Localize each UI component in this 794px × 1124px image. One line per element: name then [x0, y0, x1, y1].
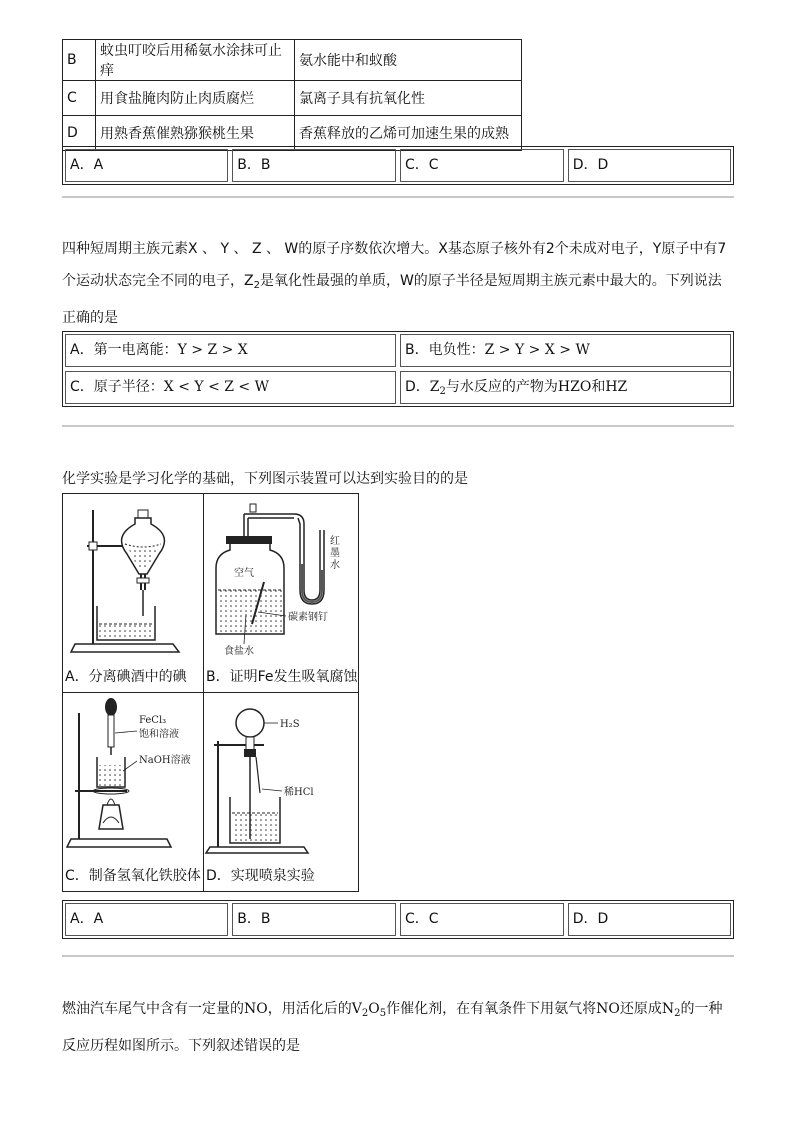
option-a[interactable]: A．第一电离能：Y > Z > X — [65, 334, 396, 367]
prev-question-table — [62, 39, 522, 151]
table-row — [63, 40, 522, 81]
figure-caption: B．证明Fe发生吸氧腐蚀 — [206, 669, 358, 685]
option-b[interactable]: B．B — [232, 903, 396, 936]
figure-b — [204, 494, 359, 693]
option-d[interactable]: D．D — [568, 903, 731, 936]
label-red-ink-3: 水 — [330, 560, 340, 571]
row-practice: 用熟香蕉催熟猕猴桃生果 — [96, 116, 295, 151]
prev-question-options — [62, 146, 734, 185]
figure-caption: A．分离碘酒中的碘 — [65, 669, 187, 685]
row-letter: D — [63, 116, 96, 151]
label-saturated-solution: 饱和溶液 — [139, 729, 179, 740]
experiment-question-stem: 化学实验是学习化学的基础，下列图示装置可以达到实验目的的是 — [62, 471, 468, 487]
row-reason: 香蕉释放的乙烯可加速生果的成熟 — [295, 116, 522, 151]
figure-c — [63, 693, 204, 892]
experiment-figure-grid — [62, 493, 359, 892]
divider — [62, 955, 734, 957]
figure-caption: C．制备氢氧化铁胶体 — [65, 868, 201, 884]
divider — [62, 425, 734, 427]
separatory-funnel-apparatus — [63, 494, 203, 662]
table-row — [63, 81, 522, 116]
stem-line: 反应历程如图所示。下列叙述错误的是 — [62, 1038, 300, 1054]
stem-line: 正确的是 — [62, 310, 118, 326]
stem-line: 燃油汽车尾气中含有一定量的NO，用活化后的$V_2O_5$作催化剂，在有氧条件下用氨气将NO还原成$N_2$的一种 — [62, 1001, 723, 1019]
stem-line: 个运动状态完全不同的电子，$Z_2$是氧化性最强的单质，W的原子半径是短周期主族元素中最大的。下列说法 — [62, 273, 722, 291]
row-letter: B — [63, 40, 96, 81]
option-b[interactable]: B．B — [232, 149, 396, 182]
option-d[interactable]: D．$Z_2$与水反应的产物为HZO和HZ — [400, 371, 731, 404]
option-c[interactable]: C．C — [400, 149, 564, 182]
elements-question-stem — [62, 233, 734, 334]
option-c[interactable]: C．原子半径：X < Y < Z < W — [65, 371, 396, 404]
label-dilute-hcl: 稀HCl — [284, 787, 314, 798]
label-red-ink-2: 墨 — [330, 548, 340, 559]
row-letter: C — [63, 81, 96, 116]
row-practice: 用食盐腌肉防止肉质腐烂 — [96, 81, 295, 116]
oxygen-corrosion-apparatus — [204, 494, 356, 662]
experiment-question-options — [62, 900, 734, 939]
option-d[interactable]: D．D — [568, 149, 731, 182]
divider — [62, 196, 734, 198]
label-steel-nail: 碳素钢钉 — [288, 612, 328, 623]
row-practice: 蚊虫叮咬后用稀氨水涂抹可止痒 — [96, 40, 295, 81]
row-reason: 氨水能中和蚁酸 — [295, 40, 522, 81]
exhaust-question-stem — [62, 993, 734, 1062]
elements-question-options — [62, 331, 734, 407]
figure-d — [204, 693, 359, 892]
option-a[interactable]: A．A — [65, 903, 228, 936]
figure-a — [63, 494, 204, 693]
label-naoh-solution: NaOH溶液 — [139, 755, 191, 766]
row-reason: 氯离子具有抗氧化性 — [295, 81, 522, 116]
label-salt-water: 食盐水 — [224, 646, 254, 657]
colloid-preparation-apparatus — [63, 693, 203, 861]
option-c[interactable]: C．C — [400, 903, 564, 936]
label-h2s: H₂S — [280, 719, 300, 730]
label-fecl3: FeCl₃ — [139, 715, 167, 726]
option-a[interactable]: A．A — [65, 149, 228, 182]
fountain-experiment-apparatus — [204, 693, 356, 861]
label-air: 空气 — [234, 568, 254, 579]
label-red-ink-1: 红 — [330, 536, 340, 547]
stem-line: 四种短周期主族元素X 、 Y 、 Z 、 W的原子序数依次增大。X基态原子核外有2个未成对电子，Y原子中有7 — [62, 241, 727, 257]
figure-caption: D．实现喷泉实验 — [206, 868, 315, 884]
option-b[interactable]: B．电负性：Z > Y > X > W — [400, 334, 731, 367]
